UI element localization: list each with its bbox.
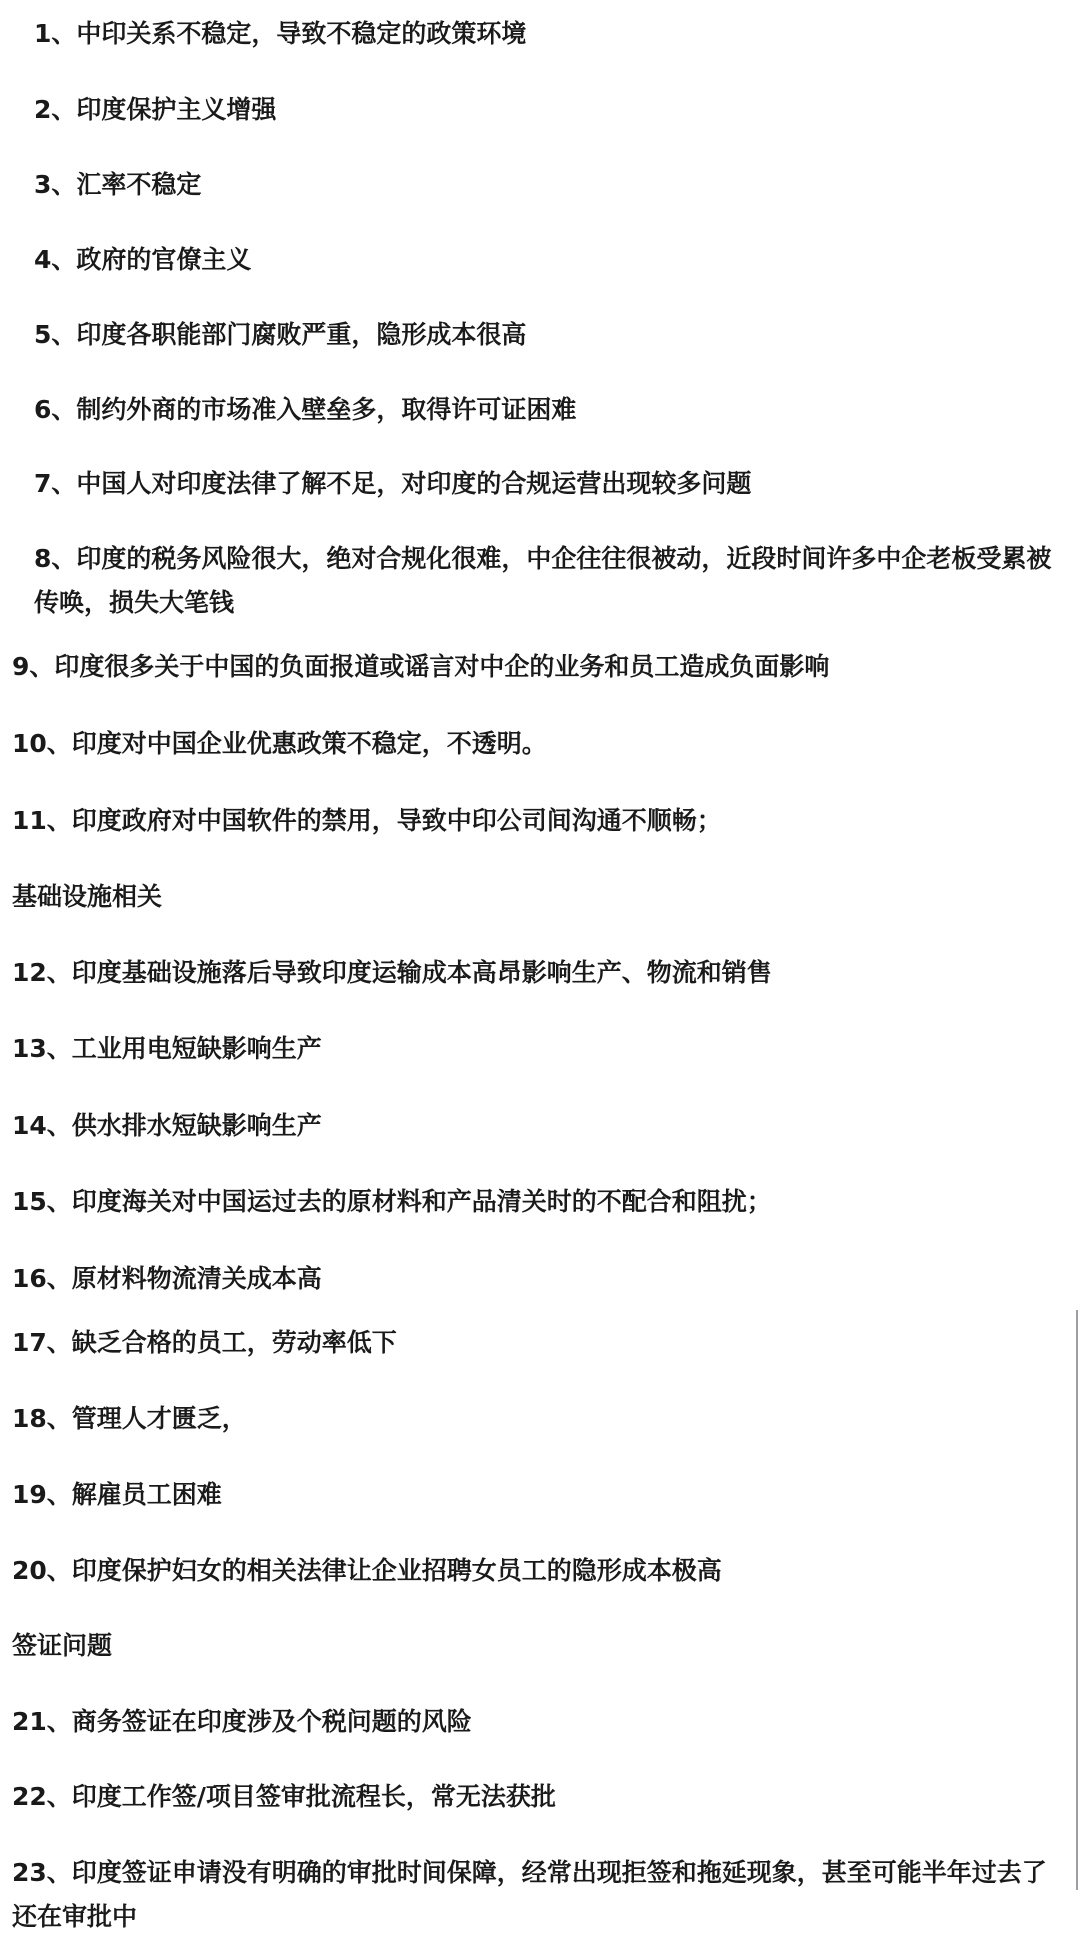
list-item: 23、印度签证申请没有明确的审批时间保障，经常出现拒签和拖延现象，甚至可能半年过去了还在审批中 <box>12 1858 1047 1931</box>
list-item: 14、供水排水短缺影响生产 <box>12 1111 322 1140</box>
list-item: 9、印度很多关于中国的负面报道或谣言对中企的业务和员工造成负面影响 <box>12 652 830 681</box>
list-item: 18、管理人才匮乏， <box>12 1404 247 1433</box>
list-item: 17、缺乏合格的员工，劳动率低下 <box>12 1328 397 1357</box>
list-item: 11、印度政府对中国软件的禁用，导致中印公司间沟通不顺畅； <box>12 806 722 835</box>
list-item: 1、中印关系不稳定，导致不稳定的政策环境 <box>34 19 527 48</box>
section-heading: 签证问题 <box>12 1631 113 1660</box>
list-item: 8、印度的税务风险很大，绝对合规化很难，中企往往很被动，近段时间许多中企老板受累被传唤，损失大笔钱 <box>34 544 1052 617</box>
list-item: 13、工业用电短缺影响生产 <box>12 1034 322 1063</box>
list-item: 2、印度保护主义增强 <box>34 95 277 124</box>
list-item: 5、印度各职能部门腐败严重，隐形成本很高 <box>34 320 527 349</box>
section-heading: 基础设施相关 <box>12 882 163 911</box>
list-item: 7、中国人对印度法律了解不足，对印度的合规运营出现较多问题 <box>34 469 752 498</box>
list-item: 16、原材料物流清关成本高 <box>12 1264 322 1293</box>
list-item: 19、解雇员工困难 <box>12 1480 222 1509</box>
list-item: 20、印度保护妇女的相关法律让企业招聘女员工的隐形成本极高 <box>12 1556 722 1585</box>
list-item: 3、汇率不稳定 <box>34 170 202 199</box>
list-item: 4、政府的官僚主义 <box>34 245 252 274</box>
list-item: 12、印度基础设施落后导致印度运输成本高昂影响生产、物流和销售 <box>12 958 772 987</box>
list-item: 21、商务签证在印度涉及个税问题的风险 <box>12 1707 472 1736</box>
list-item: 22、印度工作签/项目签审批流程长，常无法获批 <box>12 1782 556 1811</box>
list-item: 6、制约外商的市场准入壁垒多，取得许可证困难 <box>34 395 577 424</box>
list-item: 15、印度海关对中国运过去的原材料和产品清关时的不配合和阻扰； <box>12 1187 772 1216</box>
list-item: 10、印度对中国企业优惠政策不稳定，不透明。 <box>12 729 547 758</box>
right-edge-divider <box>1076 1310 1078 1890</box>
